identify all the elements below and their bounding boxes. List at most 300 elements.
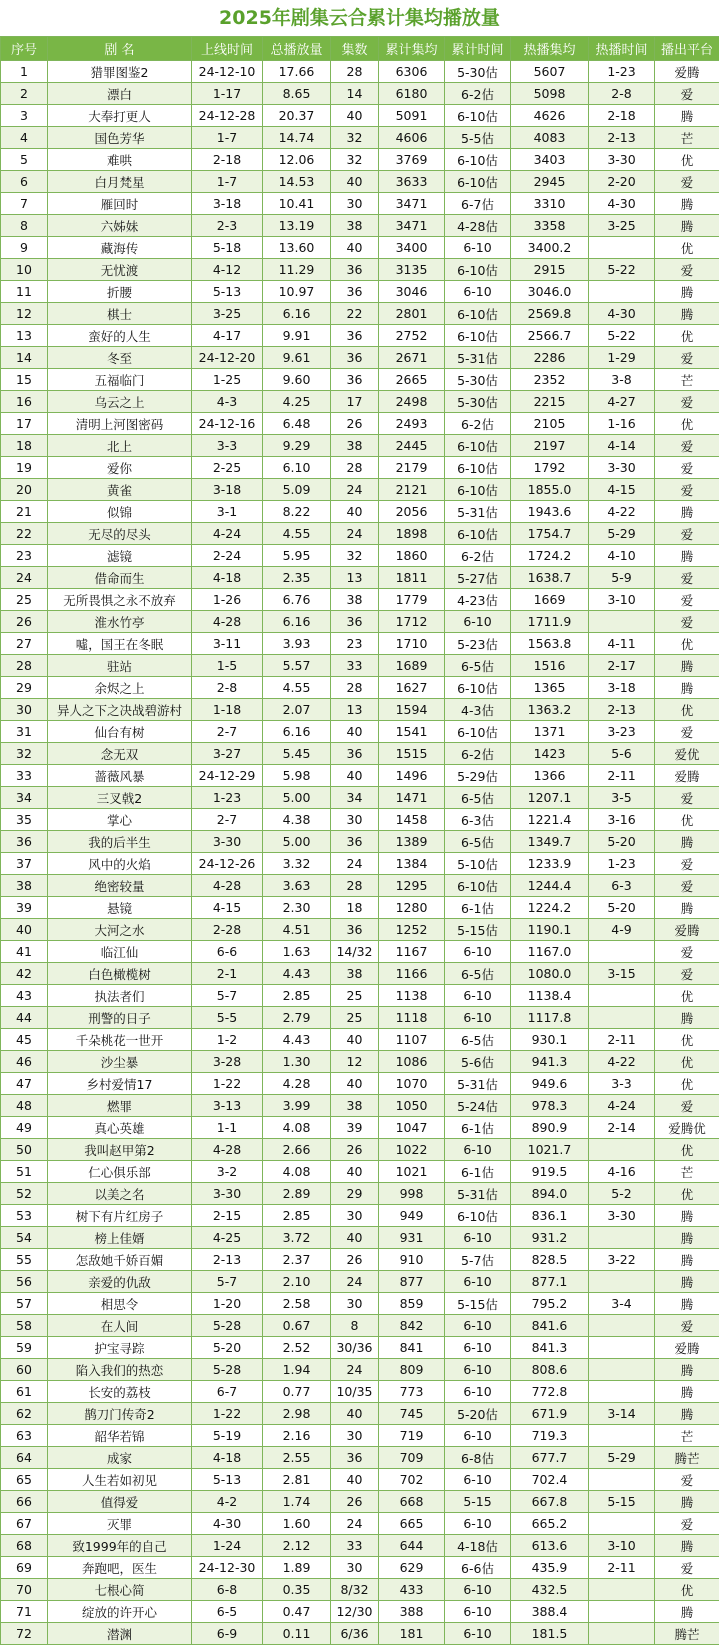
cell-total-views: 9.91 [263, 325, 331, 347]
cell-seq: 60 [1, 1359, 48, 1381]
cell-seq: 65 [1, 1469, 48, 1491]
cell-total-views: 6.16 [263, 611, 331, 633]
cell-air-date: 4-24 [192, 523, 263, 545]
cell-cumulative-date: 6-10 [445, 1579, 511, 1601]
cell-air-date: 1-23 [192, 787, 263, 809]
cell-title: 韶华若锦 [48, 1425, 192, 1447]
table-row [1, 677, 719, 699]
cell-peak-avg: 3358 [511, 215, 589, 237]
cell-peak-date [589, 1315, 655, 1337]
cell-peak-avg: 1516 [511, 655, 589, 677]
cell-episodes: 32 [331, 545, 379, 567]
table-row [1, 171, 719, 193]
cell-peak-date: 5-6 [589, 743, 655, 765]
cell-title: 致1999年的自己 [48, 1535, 192, 1557]
cell-platform: 爱 [655, 567, 719, 589]
cell-peak-avg: 1792 [511, 457, 589, 479]
table-row [1, 1249, 719, 1271]
cell-peak-avg: 432.5 [511, 1579, 589, 1601]
cell-title: 黄雀 [48, 479, 192, 501]
column-header-peak-avg: 热播集均 [511, 37, 589, 61]
table-row [1, 325, 719, 347]
cell-total-views: 11.29 [263, 259, 331, 281]
cell-air-date: 2-15 [192, 1205, 263, 1227]
cell-seq: 2 [1, 83, 48, 105]
cell-total-views: 10.41 [263, 193, 331, 215]
cell-cumulative-date: 5-31估 [445, 1183, 511, 1205]
cell-air-date: 1-18 [192, 699, 263, 721]
cell-air-date: 2-8 [192, 677, 263, 699]
cell-platform: 爱 [655, 1513, 719, 1535]
cell-peak-date: 3-15 [589, 963, 655, 985]
cell-peak-date: 5-29 [589, 1447, 655, 1469]
table-row [1, 1491, 719, 1513]
cell-cumulative-date: 6-10 [445, 941, 511, 963]
cell-air-date: 3-30 [192, 1183, 263, 1205]
cell-seq: 54 [1, 1227, 48, 1249]
cell-peak-date: 3-10 [589, 1535, 655, 1557]
cell-cumulative-date: 6-10估 [445, 149, 511, 171]
table-row [1, 237, 719, 259]
cell-platform: 芒 [655, 369, 719, 391]
cell-total-views: 14.74 [263, 127, 331, 149]
cell-total-views: 9.61 [263, 347, 331, 369]
cell-cumulative-date: 6-5估 [445, 831, 511, 853]
cell-peak-avg: 3400.2 [511, 237, 589, 259]
table-row [1, 589, 719, 611]
cell-total-views: 2.58 [263, 1293, 331, 1315]
cell-peak-avg: 3310 [511, 193, 589, 215]
cell-seq: 23 [1, 545, 48, 567]
cell-episodes: 22 [331, 303, 379, 325]
cell-peak-date: 5-20 [589, 831, 655, 853]
cell-air-date: 4-2 [192, 1491, 263, 1513]
table-row [1, 303, 719, 325]
cell-air-date: 24-12-16 [192, 413, 263, 435]
cell-air-date: 6-8 [192, 1579, 263, 1601]
cell-seq: 21 [1, 501, 48, 523]
table-row [1, 259, 719, 281]
cell-seq: 9 [1, 237, 48, 259]
cell-seq: 8 [1, 215, 48, 237]
cell-total-views: 6.10 [263, 457, 331, 479]
cell-episodes: 28 [331, 875, 379, 897]
cell-peak-avg: 4083 [511, 127, 589, 149]
cell-cumulative-avg: 388 [379, 1601, 445, 1623]
table-row [1, 1381, 719, 1403]
cell-title: 陷入我们的热恋 [48, 1359, 192, 1381]
cell-total-views: 3.99 [263, 1095, 331, 1117]
cell-cumulative-date: 5-23估 [445, 633, 511, 655]
cell-title: 异人之下之决战碧游村 [48, 699, 192, 721]
column-header-cumulative-avg: 累计集均 [379, 37, 445, 61]
cell-cumulative-avg: 719 [379, 1425, 445, 1447]
cell-peak-avg: 671.9 [511, 1403, 589, 1425]
cell-title: 念无双 [48, 743, 192, 765]
table-row [1, 1535, 719, 1557]
cell-peak-avg: 1207.1 [511, 787, 589, 809]
cell-peak-date: 3-14 [589, 1403, 655, 1425]
cell-peak-date: 2-20 [589, 171, 655, 193]
cell-cumulative-date: 5-30估 [445, 369, 511, 391]
table-row [1, 193, 719, 215]
cell-peak-avg: 1423 [511, 743, 589, 765]
cell-cumulative-avg: 3633 [379, 171, 445, 193]
cell-air-date: 4-25 [192, 1227, 263, 1249]
cell-seq: 28 [1, 655, 48, 677]
cell-peak-avg: 1366 [511, 765, 589, 787]
cell-platform: 优 [655, 1139, 719, 1161]
cell-air-date: 4-28 [192, 1139, 263, 1161]
cell-cumulative-date: 5-30估 [445, 391, 511, 413]
table-row [1, 413, 719, 435]
cell-cumulative-date: 5-6估 [445, 1051, 511, 1073]
cell-air-date: 3-3 [192, 435, 263, 457]
cell-platform: 优 [655, 1029, 719, 1051]
cell-title: 大奉打更人 [48, 105, 192, 127]
cell-platform: 腾 [655, 831, 719, 853]
cell-cumulative-date: 6-10 [445, 1337, 511, 1359]
table-row [1, 919, 719, 941]
cell-cumulative-avg: 1898 [379, 523, 445, 545]
cell-seq: 46 [1, 1051, 48, 1073]
cell-peak-avg: 1638.7 [511, 567, 589, 589]
cell-seq: 52 [1, 1183, 48, 1205]
cell-episodes: 36 [331, 831, 379, 853]
cell-peak-date [589, 1623, 655, 1645]
cell-seq: 31 [1, 721, 48, 743]
cell-total-views: 2.37 [263, 1249, 331, 1271]
cell-episodes: 30 [331, 193, 379, 215]
cell-title: 噓，国王在冬眠 [48, 633, 192, 655]
cell-total-views: 13.60 [263, 237, 331, 259]
cell-cumulative-date: 6-3估 [445, 809, 511, 831]
cell-peak-date: 1-23 [589, 853, 655, 875]
table-row [1, 1161, 719, 1183]
cell-seq: 40 [1, 919, 48, 941]
cell-platform: 爱 [655, 391, 719, 413]
cell-seq: 48 [1, 1095, 48, 1117]
cell-platform: 腾 [655, 193, 719, 215]
cell-peak-date: 2-11 [589, 765, 655, 787]
cell-peak-avg: 2105 [511, 413, 589, 435]
table-row [1, 897, 719, 919]
cell-peak-avg: 836.1 [511, 1205, 589, 1227]
cell-air-date: 1-17 [192, 83, 263, 105]
cell-total-views: 1.63 [263, 941, 331, 963]
table-row [1, 1337, 719, 1359]
cell-air-date: 6-5 [192, 1601, 263, 1623]
cell-air-date: 5-13 [192, 281, 263, 303]
cell-peak-date: 4-9 [589, 919, 655, 941]
cell-cumulative-avg: 1384 [379, 853, 445, 875]
cell-cumulative-avg: 1471 [379, 787, 445, 809]
cell-peak-avg: 877.1 [511, 1271, 589, 1293]
cell-title: 爱你 [48, 457, 192, 479]
cell-cumulative-date: 6-10 [445, 985, 511, 1007]
table-row [1, 809, 719, 831]
cell-episodes: 24 [331, 853, 379, 875]
cell-air-date: 24-12-26 [192, 853, 263, 875]
cell-seq: 19 [1, 457, 48, 479]
cell-cumulative-avg: 709 [379, 1447, 445, 1469]
cell-platform: 优 [655, 1579, 719, 1601]
cell-total-views: 20.37 [263, 105, 331, 127]
cell-title: 雁回时 [48, 193, 192, 215]
cell-peak-avg: 4626 [511, 105, 589, 127]
table-row [1, 1271, 719, 1293]
cell-air-date: 4-30 [192, 1513, 263, 1535]
cell-cumulative-avg: 1138 [379, 985, 445, 1007]
cell-peak-avg: 1365 [511, 677, 589, 699]
cell-seq: 57 [1, 1293, 48, 1315]
cell-cumulative-avg: 1712 [379, 611, 445, 633]
cell-air-date: 24-12-20 [192, 347, 263, 369]
cell-cumulative-date: 6-10估 [445, 259, 511, 281]
cell-cumulative-date: 6-10估 [445, 677, 511, 699]
table-row [1, 127, 719, 149]
cell-episodes: 38 [331, 589, 379, 611]
cell-air-date: 3-30 [192, 831, 263, 853]
cell-episodes: 14 [331, 83, 379, 105]
cell-cumulative-avg: 842 [379, 1315, 445, 1337]
cell-peak-date [589, 1601, 655, 1623]
table-row [1, 1007, 719, 1029]
cell-cumulative-avg: 2752 [379, 325, 445, 347]
cell-title: 在人间 [48, 1315, 192, 1337]
cell-peak-date: 2-13 [589, 127, 655, 149]
table-row [1, 215, 719, 237]
cell-title: 冬至 [48, 347, 192, 369]
cell-cumulative-date: 6-5估 [445, 1029, 511, 1051]
cell-seq: 36 [1, 831, 48, 853]
cell-title: 猎罪图鉴2 [48, 61, 192, 83]
cell-platform: 爱 [655, 589, 719, 611]
cell-peak-date [589, 1139, 655, 1161]
cell-episodes: 36 [331, 347, 379, 369]
cell-title: 奔跑吧，医生 [48, 1557, 192, 1579]
cell-peak-date: 4-16 [589, 1161, 655, 1183]
cell-platform: 爱 [655, 611, 719, 633]
cell-total-views: 4.08 [263, 1161, 331, 1183]
cell-peak-avg: 3046.0 [511, 281, 589, 303]
cell-air-date: 5-7 [192, 1271, 263, 1293]
cell-platform: 优 [655, 985, 719, 1007]
cell-title: 掌心 [48, 809, 192, 831]
cell-peak-avg: 1563.8 [511, 633, 589, 655]
cell-episodes: 40 [331, 1073, 379, 1095]
cell-cumulative-date: 6-5估 [445, 787, 511, 809]
cell-total-views: 2.35 [263, 567, 331, 589]
cell-cumulative-avg: 877 [379, 1271, 445, 1293]
column-header-cumulative-date: 累计时间 [445, 37, 511, 61]
cell-episodes: 38 [331, 435, 379, 457]
cell-cumulative-date: 6-2估 [445, 83, 511, 105]
cell-cumulative-date: 6-8估 [445, 1447, 511, 1469]
cell-total-views: 4.55 [263, 677, 331, 699]
table-row [1, 1073, 719, 1095]
cell-episodes: 26 [331, 1491, 379, 1513]
cell-peak-date: 2-11 [589, 1557, 655, 1579]
cell-episodes: 36 [331, 259, 379, 281]
cell-total-views: 2.10 [263, 1271, 331, 1293]
cell-platform: 爱 [655, 853, 719, 875]
cell-cumulative-date: 5-31估 [445, 501, 511, 523]
cell-peak-date [589, 237, 655, 259]
cell-platform: 爱腾优 [655, 1117, 719, 1139]
cell-episodes: 36 [331, 369, 379, 391]
cell-cumulative-avg: 2056 [379, 501, 445, 523]
cell-seq: 27 [1, 633, 48, 655]
cell-title: 蛮好的人生 [48, 325, 192, 347]
cell-episodes: 13 [331, 699, 379, 721]
cell-cumulative-date: 6-10 [445, 1601, 511, 1623]
cell-peak-date: 3-8 [589, 369, 655, 391]
table-body [1, 61, 719, 1645]
cell-total-views: 6.16 [263, 721, 331, 743]
cell-peak-date: 3-25 [589, 215, 655, 237]
cell-episodes: 36 [331, 919, 379, 941]
cell-air-date: 1-22 [192, 1073, 263, 1095]
cell-seq: 16 [1, 391, 48, 413]
cell-title: 大河之水 [48, 919, 192, 941]
cell-cumulative-avg: 629 [379, 1557, 445, 1579]
cell-seq: 63 [1, 1425, 48, 1447]
cell-episodes: 24 [331, 1271, 379, 1293]
cell-cumulative-avg: 841 [379, 1337, 445, 1359]
cell-seq: 10 [1, 259, 48, 281]
cell-cumulative-date: 6-10 [445, 1271, 511, 1293]
cell-cumulative-date: 5-29估 [445, 765, 511, 787]
cell-total-views: 2.07 [263, 699, 331, 721]
cell-total-views: 4.51 [263, 919, 331, 941]
cell-peak-date: 3-23 [589, 721, 655, 743]
column-header-episodes: 集数 [331, 37, 379, 61]
cell-platform: 爱 [655, 83, 719, 105]
cell-seq: 7 [1, 193, 48, 215]
cell-peak-avg: 2197 [511, 435, 589, 457]
cell-seq: 34 [1, 787, 48, 809]
cell-peak-avg: 1855.0 [511, 479, 589, 501]
cell-air-date: 2-7 [192, 809, 263, 831]
cell-peak-date: 1-23 [589, 61, 655, 83]
cell-episodes: 13 [331, 567, 379, 589]
cell-peak-avg: 2286 [511, 347, 589, 369]
cell-platform: 腾 [655, 677, 719, 699]
cell-air-date: 5-18 [192, 237, 263, 259]
cell-episodes: 28 [331, 677, 379, 699]
cell-cumulative-avg: 1458 [379, 809, 445, 831]
cell-air-date: 3-25 [192, 303, 263, 325]
cell-peak-avg: 1711.9 [511, 611, 589, 633]
cell-peak-avg: 1080.0 [511, 963, 589, 985]
cell-total-views: 4.43 [263, 1029, 331, 1051]
cell-platform: 腾 [655, 1007, 719, 1029]
cell-cumulative-avg: 931 [379, 1227, 445, 1249]
cell-cumulative-date: 6-1估 [445, 897, 511, 919]
cell-total-views: 5.00 [263, 831, 331, 853]
cell-peak-date: 4-14 [589, 435, 655, 457]
cell-cumulative-date: 6-10估 [445, 457, 511, 479]
cell-air-date: 4-3 [192, 391, 263, 413]
cell-air-date: 5-19 [192, 1425, 263, 1447]
cell-peak-date: 5-29 [589, 523, 655, 545]
cell-peak-avg: 702.4 [511, 1469, 589, 1491]
column-header-platform: 播出平台 [655, 37, 719, 61]
cell-cumulative-date: 4-3估 [445, 699, 511, 721]
cell-title: 余烬之上 [48, 677, 192, 699]
cell-peak-date [589, 1469, 655, 1491]
table-row [1, 391, 719, 413]
cell-peak-date: 3-4 [589, 1293, 655, 1315]
cell-cumulative-avg: 1047 [379, 1117, 445, 1139]
cell-title: 蔷薇风暴 [48, 765, 192, 787]
cell-air-date: 2-25 [192, 457, 263, 479]
cell-total-views: 0.47 [263, 1601, 331, 1623]
cell-seq: 39 [1, 897, 48, 919]
cell-total-views: 0.67 [263, 1315, 331, 1337]
cell-cumulative-date: 6-1估 [445, 1117, 511, 1139]
cell-total-views: 5.95 [263, 545, 331, 567]
cell-cumulative-avg: 3400 [379, 237, 445, 259]
cell-title: 无所畏惧之永不放弃 [48, 589, 192, 611]
cell-platform: 腾 [655, 281, 719, 303]
cell-platform: 腾 [655, 1227, 719, 1249]
cell-air-date: 1-1 [192, 1117, 263, 1139]
cell-peak-date: 5-22 [589, 259, 655, 281]
cell-cumulative-avg: 181 [379, 1623, 445, 1645]
cell-platform: 爱 [655, 457, 719, 479]
cell-total-views: 2.66 [263, 1139, 331, 1161]
cell-episodes: 40 [331, 1403, 379, 1425]
cell-air-date: 5-5 [192, 1007, 263, 1029]
cell-seq: 66 [1, 1491, 48, 1513]
cell-total-views: 6.16 [263, 303, 331, 325]
cell-peak-date [589, 1381, 655, 1403]
cell-seq: 69 [1, 1557, 48, 1579]
cell-total-views: 1.60 [263, 1513, 331, 1535]
cell-episodes: 24 [331, 479, 379, 501]
cell-air-date: 3-28 [192, 1051, 263, 1073]
cell-cumulative-date: 6-10估 [445, 105, 511, 127]
table-row [1, 699, 719, 721]
cell-air-date: 5-13 [192, 1469, 263, 1491]
table-row [1, 1315, 719, 1337]
cell-episodes: 38 [331, 963, 379, 985]
cell-platform: 腾 [655, 545, 719, 567]
table-row [1, 611, 719, 633]
cell-air-date: 1-5 [192, 655, 263, 677]
cell-air-date: 1-7 [192, 171, 263, 193]
cell-episodes: 40 [331, 237, 379, 259]
cell-title: 淮水竹亭 [48, 611, 192, 633]
table-row [1, 501, 719, 523]
cell-cumulative-date: 6-10估 [445, 479, 511, 501]
cell-peak-date: 3-16 [589, 809, 655, 831]
cell-episodes: 38 [331, 215, 379, 237]
cell-title: 国色芳华 [48, 127, 192, 149]
cell-cumulative-date: 5-7估 [445, 1249, 511, 1271]
cell-cumulative-avg: 1811 [379, 567, 445, 589]
cell-seq: 11 [1, 281, 48, 303]
table-row [1, 1579, 719, 1601]
cell-title: 无忧渡 [48, 259, 192, 281]
cell-cumulative-date: 6-2估 [445, 743, 511, 765]
cell-title: 值得爱 [48, 1491, 192, 1513]
cell-peak-date: 4-30 [589, 303, 655, 325]
cell-peak-avg: 1669 [511, 589, 589, 611]
cell-cumulative-avg: 1627 [379, 677, 445, 699]
